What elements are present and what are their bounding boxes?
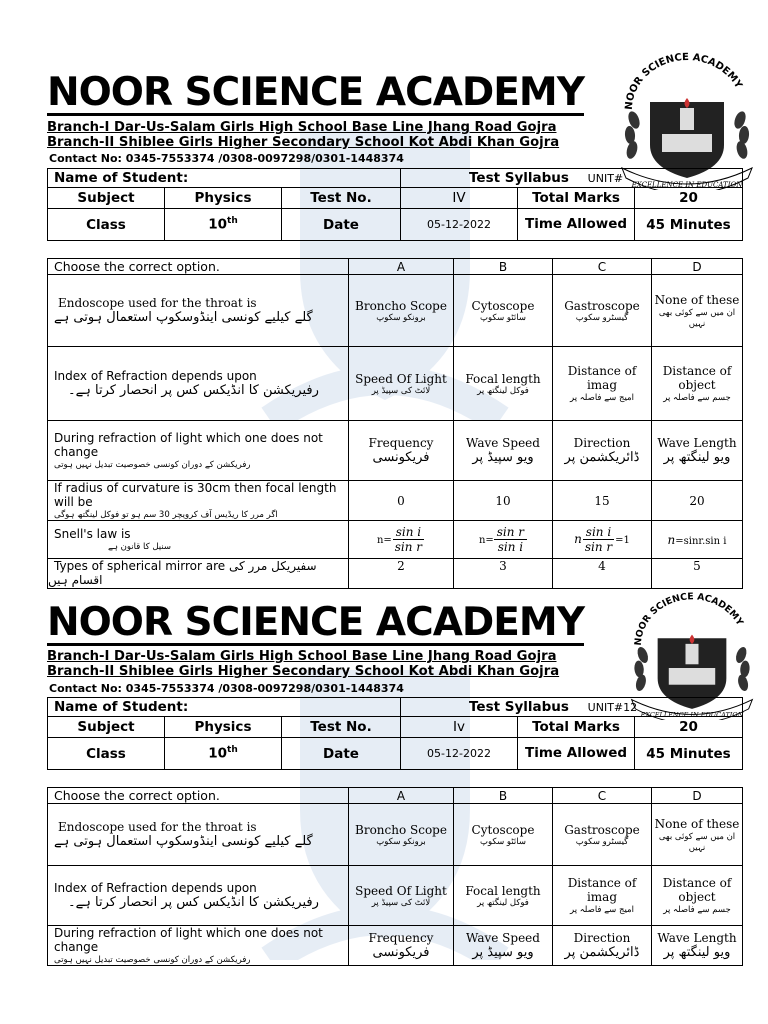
option-urdu: فوکل لینگتھ پر xyxy=(477,385,529,396)
option-urdu: لائٹ کی سپیڈ پر xyxy=(371,385,431,396)
subject-value: Physics xyxy=(164,717,281,738)
option-text: Direction xyxy=(573,931,631,945)
col-b-header: B xyxy=(454,788,553,804)
option-text: Frequency xyxy=(368,931,434,945)
q4-option-a[interactable]: 0 xyxy=(349,481,454,521)
numerator: sin i xyxy=(393,525,424,540)
date-value: 05-12-2022 xyxy=(401,209,518,241)
academy-title: NOOR SCIENCE ACADEMY xyxy=(47,600,584,645)
date-label: Date xyxy=(281,209,400,241)
option-urdu: گیسٹرو سکوپ xyxy=(575,312,629,323)
option-urdu: فریکونسی xyxy=(372,450,430,465)
formula-prefix: n= xyxy=(478,535,494,546)
question-6-english: Types of spherical mirror are xyxy=(54,559,226,573)
question-1-english: Endoscope used for the throat is xyxy=(58,820,257,834)
q3-option-a[interactable] xyxy=(349,926,454,966)
formula-prefix: n= xyxy=(376,535,392,546)
q2-option-c[interactable] xyxy=(553,866,652,926)
q4-option-c[interactable]: 15 xyxy=(553,481,652,521)
numerator: sin r xyxy=(494,525,527,540)
q3-option-b[interactable] xyxy=(454,926,553,966)
option-text: Frequency xyxy=(368,436,434,450)
option-urdu: گیسٹرو سکوپ xyxy=(575,836,629,847)
col-c-header: C xyxy=(553,259,652,275)
q6-option-b[interactable]: 3 xyxy=(454,559,553,589)
formula-prefix: n xyxy=(574,532,582,546)
question-1-urdu: گلے کیلیے کونسی اینڈوسکوپ استعمال ہوتی ہے xyxy=(54,310,313,325)
q1-option-b[interactable] xyxy=(454,804,553,866)
instruction: Choose the correct option. xyxy=(48,259,349,275)
option-text: None of these xyxy=(654,816,740,831)
col-d-header: D xyxy=(652,259,743,275)
total-marks-label: Total Marks xyxy=(518,717,635,738)
denominator: sin r xyxy=(394,540,423,554)
question-1-urdu: گلے کیلیے کونسی اینڈوسکوپ استعمال ہوتی ہے xyxy=(54,834,313,849)
option-text: None of these xyxy=(654,292,740,307)
test-no-value: Iv xyxy=(401,717,518,738)
option-text: Distance of object xyxy=(662,876,732,904)
branch-2-address: Branch-II Shiblee Girls Higher Secondary School Kot Abdi Khan Gojra xyxy=(47,664,560,679)
option-text: Cytoscope xyxy=(471,298,535,313)
mcq-table xyxy=(47,787,743,966)
q4-option-d[interactable]: 20 xyxy=(652,481,743,521)
test-syllabus-label: Test Syllabus xyxy=(469,170,569,186)
branch-1-address: Branch-I Dar-Us-Salam Girls High School Base Line Jhang Road Gojra xyxy=(47,120,557,135)
question-3-urdu: رفریکشن کے دوران کونسی خصوصیت تبدیل نہیں ہوتی xyxy=(54,460,251,470)
option-urdu: ڈائریکشمن پر xyxy=(564,450,640,465)
col-d-header: D xyxy=(652,788,743,804)
q1-option-a[interactable] xyxy=(349,804,454,866)
option-urdu: امیج سے فاصلہ پر xyxy=(570,393,634,403)
option-text: Broncho Scope xyxy=(355,822,447,837)
option-text: Wave Speed xyxy=(466,931,540,945)
numerator: sin i xyxy=(583,525,614,540)
q4-option-b[interactable]: 10 xyxy=(454,481,553,521)
option-urdu: لائٹ کی سپیڈ پر xyxy=(371,897,431,908)
svg-text:NOOR SCIENCE ACADEMY xyxy=(633,591,746,646)
option-text: Wave Speed xyxy=(466,436,540,450)
academy-title: NOOR SCIENCE ACADEMY xyxy=(47,70,584,115)
test-no-label: Test No. xyxy=(281,717,400,738)
formula-prefix: n xyxy=(667,532,676,547)
logo-ribbon-text: EXCELLENCE IN EDUCATION xyxy=(640,711,744,720)
option-urdu: سائٹو سکوپ xyxy=(480,836,526,847)
col-b-header: B xyxy=(454,259,553,275)
question-3 xyxy=(48,926,349,966)
option-text: Direction xyxy=(573,436,631,450)
question-2-english: Index of Refraction depends upon xyxy=(54,881,257,895)
option-text: Cytoscope xyxy=(471,822,535,837)
question-1 xyxy=(48,804,349,866)
option-text: Speed Of Light xyxy=(355,371,447,386)
option-urdu: فریکونسی xyxy=(372,945,430,960)
option-urdu: جسم سے فاصلہ پر xyxy=(663,905,731,915)
option-text: Gastroscope xyxy=(564,822,640,837)
option-text: Distance of object xyxy=(662,364,732,392)
date-value: 05-12-2022 xyxy=(401,738,518,770)
formula-suffix: =sinr.sin i xyxy=(675,535,727,547)
question-2-urdu: رفیریکشن کا انڈیکس کس پر انحصار کرتا ہے۔ xyxy=(68,895,319,910)
col-a-header: A xyxy=(349,788,454,804)
question-2 xyxy=(48,866,349,926)
option-text: Focal length xyxy=(465,371,541,386)
q6-option-a[interactable]: 2 xyxy=(349,559,454,589)
option-urdu: جسم سے فاصلہ پر xyxy=(663,393,731,403)
total-marks-value: 20 xyxy=(635,188,743,209)
col-c-header: C xyxy=(553,788,652,804)
q2-option-a[interactable] xyxy=(349,866,454,926)
question-4-english: If radius of curvature is 30cm then focal length will be xyxy=(54,481,337,509)
total-marks-label: Total Marks xyxy=(518,188,635,209)
logo-arc-text: NOOR SCIENCE ACADEMY xyxy=(632,591,746,647)
test-no-value: IV xyxy=(401,188,518,209)
instruction: Choose the correct option. xyxy=(48,788,349,804)
option-urdu: ان میں سے کوئی بھی نہیں xyxy=(658,307,736,329)
question-3-english: During refraction of light which one does not change xyxy=(54,431,323,459)
option-text: Distance of imag xyxy=(567,364,637,392)
subject-value: Physics xyxy=(164,188,281,209)
option-urdu: ویو لینگتھ پر xyxy=(663,450,731,465)
question-row xyxy=(48,804,743,866)
q2-option-b[interactable] xyxy=(454,866,553,926)
question-1-english: Endoscope used for the throat is xyxy=(58,296,257,310)
question-4-urdu: اگر مرر کا ریڈیس آف کرویچر 30 سم ہو تو فوکل لینگتھ ہوگی xyxy=(54,510,278,520)
question-row xyxy=(48,866,743,926)
unit-label: UNIT#12 xyxy=(587,701,638,714)
class-suffix: th xyxy=(227,216,238,227)
option-text: Speed Of Light xyxy=(355,883,447,898)
logo-ribbon-text: EXCELLENCE IN EDUCATION xyxy=(631,181,743,189)
option-urdu: برونکو سکوپ xyxy=(376,312,426,323)
denominator: sin i xyxy=(497,540,524,554)
subject-label: Subject xyxy=(48,717,165,738)
option-text: Focal length xyxy=(465,883,541,898)
contact-numbers: Contact No: 0345-7553374 /0308-0097298/0301-1448374 xyxy=(49,682,404,695)
time-allowed-value: 45 Minutes xyxy=(635,738,743,770)
time-allowed-label: Time Allowed xyxy=(518,209,635,241)
class-suffix: th xyxy=(227,745,238,756)
option-text: Distance of imag xyxy=(567,876,637,904)
question-5-english: Snell's law is xyxy=(54,527,131,541)
option-urdu: ڈائریکشمن پر xyxy=(564,945,640,960)
class-number: 10 xyxy=(208,745,228,762)
denominator: sin r xyxy=(584,540,613,554)
question-row xyxy=(48,926,743,966)
option-urdu: ویو سپیڈ پر xyxy=(472,945,534,960)
option-urdu: سائٹو سکوپ xyxy=(480,312,526,323)
name-label: Name of Student: xyxy=(54,699,189,715)
class-label: Class xyxy=(48,209,165,241)
q6-option-c[interactable]: 4 xyxy=(553,559,652,589)
q1-option-d[interactable] xyxy=(652,804,743,866)
q1-option-c[interactable] xyxy=(553,804,652,866)
time-allowed-value: 45 Minutes xyxy=(635,209,743,241)
branch-2-address: Branch-II Shiblee Girls Higher Secondary School Kot Abdi Khan Gojra xyxy=(47,135,560,150)
formula-suffix: =1 xyxy=(615,535,630,546)
q3-option-c[interactable] xyxy=(553,926,652,966)
total-marks-value: 20 xyxy=(635,717,743,738)
option-urdu: ویو سپیڈ پر xyxy=(472,450,534,465)
test-syllabus-label: Test Syllabus xyxy=(469,699,569,715)
unit-label: UNIT# xyxy=(587,172,624,185)
student-info-table xyxy=(47,697,743,770)
option-urdu: ان میں سے کوئی بھی نہیں xyxy=(658,831,736,853)
question-2-english: Index of Refraction depends upon xyxy=(54,369,257,383)
student-name-field[interactable] xyxy=(48,698,401,717)
question-6-urdu: سفیریکل مرر کی اقسام ہیں xyxy=(48,559,317,587)
option-text: Gastroscope xyxy=(564,298,640,313)
time-allowed-label: Time Allowed xyxy=(518,738,635,770)
q6-option-d[interactable]: 5 xyxy=(652,559,743,589)
option-urdu: فوکل لینگتھ پر xyxy=(477,897,529,908)
option-text: Wave Length xyxy=(657,931,737,945)
test-no-label: Test No. xyxy=(281,188,400,209)
question-3-english: During refraction of light which one does not change xyxy=(54,926,323,954)
q2-option-d[interactable] xyxy=(652,866,743,926)
option-text: Wave Length xyxy=(657,436,737,450)
col-a-header: A xyxy=(349,259,454,275)
subject-label: Subject xyxy=(48,188,165,209)
option-urdu: امیج سے فاصلہ پر xyxy=(570,905,634,915)
option-urdu: ویو لینگتھ پر xyxy=(663,945,731,960)
branch-1-address: Branch-I Dar-Us-Salam Girls High School Base Line Jhang Road Gojra xyxy=(47,649,557,664)
option-text: Broncho Scope xyxy=(355,298,447,313)
q3-option-d[interactable] xyxy=(652,926,743,966)
class-number: 10 xyxy=(208,216,228,233)
contact-numbers: Contact No: 0345-7553374 /0308-0097298/0301-1448374 xyxy=(49,152,404,165)
question-5-urdu: سنیل کا قانون ہے xyxy=(108,542,172,552)
question-2-urdu: رفیریکشن کا انڈیکس کس پر انحصار کرتا ہے۔ xyxy=(68,383,319,398)
name-label: Name of Student: xyxy=(54,170,189,186)
class-value xyxy=(164,738,281,770)
logo-arc-text: NOOR SCIENCE ACADEMY xyxy=(623,51,744,111)
class-label: Class xyxy=(48,738,165,770)
option-urdu: برونکو سکوپ xyxy=(376,836,426,847)
question-3-urdu: رفریکشن کے دوران کونسی خصوصیت تبدیل نہیں ہوتی xyxy=(54,955,251,965)
date-label: Date xyxy=(281,738,400,770)
